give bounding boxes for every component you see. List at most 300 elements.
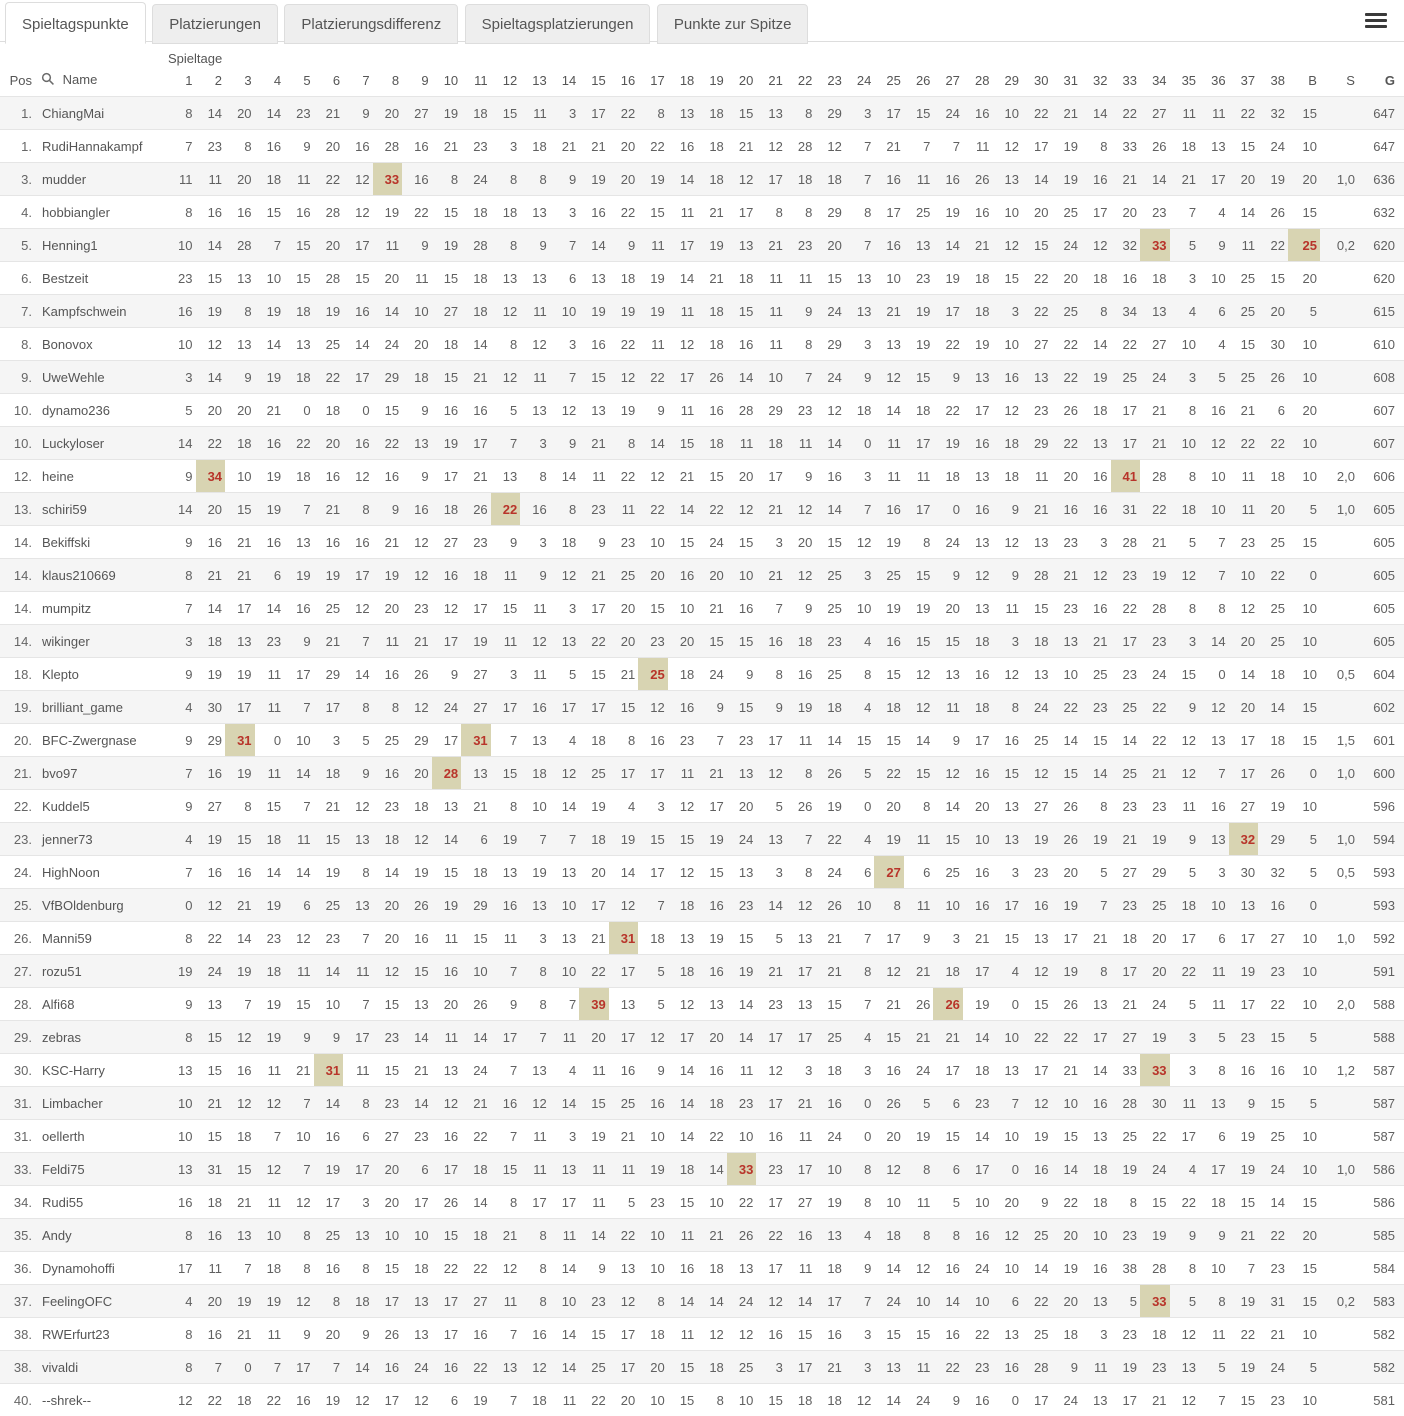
points-cell: 17 bbox=[1229, 922, 1259, 955]
bonus-cell: 15 bbox=[1288, 724, 1320, 757]
points-cell: 18 bbox=[668, 889, 698, 922]
points-cell: 13 bbox=[166, 1153, 196, 1186]
points-cell: 17 bbox=[166, 1252, 196, 1285]
points-cell: 19 bbox=[904, 295, 934, 328]
points-cell: 11 bbox=[786, 1252, 816, 1285]
col-header-matchday-19[interactable]: 19 bbox=[697, 66, 727, 97]
points-cell: 7 bbox=[343, 625, 373, 658]
points-cell: 19 bbox=[638, 1153, 668, 1186]
points-cell: 22 bbox=[196, 1384, 226, 1416]
points-cell: 17 bbox=[756, 1087, 786, 1120]
points-cell: 4 bbox=[845, 625, 875, 658]
points-cell: 7 bbox=[343, 988, 373, 1021]
points-cell: 17 bbox=[550, 1186, 580, 1219]
col-header-matchday-28[interactable]: 28 bbox=[963, 66, 993, 97]
points-cell: 16 bbox=[668, 130, 698, 163]
points-cell: 5 bbox=[1170, 229, 1200, 262]
points-cell: 12 bbox=[1170, 1318, 1200, 1351]
points-cell: 16 bbox=[255, 130, 285, 163]
points-cell: 12 bbox=[756, 757, 786, 790]
points-cell: 11 bbox=[668, 757, 698, 790]
special-cell: 0,5 bbox=[1320, 658, 1358, 691]
special-cell: 0,2 bbox=[1320, 229, 1358, 262]
points-cell: 26 bbox=[402, 889, 432, 922]
points-cell: 26 bbox=[373, 1318, 403, 1351]
points-cell: 34 bbox=[196, 460, 226, 493]
points-cell: 0 bbox=[845, 427, 875, 460]
points-cell: 24 bbox=[815, 1120, 845, 1153]
points-cell: 15 bbox=[579, 1318, 609, 1351]
col-header-matchday-27[interactable]: 27 bbox=[933, 66, 963, 97]
points-cell: 26 bbox=[1051, 823, 1081, 856]
tab-spieltagspunkte[interactable]: Spieltagspunkte bbox=[5, 2, 146, 44]
col-header-matchday-5[interactable]: 5 bbox=[284, 66, 314, 97]
points-cell: 9 bbox=[166, 724, 196, 757]
col-header-matchday-23[interactable]: 23 bbox=[815, 66, 845, 97]
points-cell: 0 bbox=[284, 394, 314, 427]
points-cell: 16 bbox=[1111, 262, 1141, 295]
points-cell: 7 bbox=[1229, 1252, 1259, 1285]
points-cell: 9 bbox=[402, 229, 432, 262]
points-cell: 16 bbox=[963, 856, 993, 889]
points-cell: 10 bbox=[166, 229, 196, 262]
points-cell: 10 bbox=[1199, 889, 1229, 922]
col-header-matchday-18[interactable]: 18 bbox=[668, 66, 698, 97]
points-cell: 17 bbox=[1199, 1153, 1229, 1186]
points-cell: 18 bbox=[963, 262, 993, 295]
col-header-matchday-25[interactable]: 25 bbox=[874, 66, 904, 97]
points-cell: 13 bbox=[343, 823, 373, 856]
points-cell: 8 bbox=[491, 1186, 521, 1219]
points-cell: 3 bbox=[1170, 1054, 1200, 1087]
points-cell: 3 bbox=[845, 1318, 875, 1351]
points-cell: 17 bbox=[786, 1153, 816, 1186]
special-cell: 1,0 bbox=[1320, 163, 1358, 196]
col-header-matchday-33[interactable]: 33 bbox=[1111, 66, 1141, 97]
total-cell: 606 bbox=[1358, 460, 1404, 493]
points-cell: 19 bbox=[314, 1153, 344, 1186]
points-cell: 20 bbox=[1051, 262, 1081, 295]
points-cell: 16 bbox=[520, 691, 550, 724]
points-cell: 8 bbox=[904, 526, 934, 559]
points-cell: 19 bbox=[314, 1384, 344, 1416]
col-header-name[interactable] bbox=[36, 66, 166, 97]
points-cell: 15 bbox=[727, 97, 757, 130]
points-cell: 13 bbox=[520, 1054, 550, 1087]
col-header-matchday-8[interactable]: 8 bbox=[373, 66, 403, 97]
points-cell: 18 bbox=[196, 625, 226, 658]
points-cell: 21 bbox=[1111, 823, 1141, 856]
points-cell: 12 bbox=[166, 1384, 196, 1416]
points-cell: 14 bbox=[343, 658, 373, 691]
points-cell: 8 bbox=[933, 1219, 963, 1252]
points-cell: 26 bbox=[963, 163, 993, 196]
points-cell: 11 bbox=[963, 130, 993, 163]
points-cell: 8 bbox=[1170, 460, 1200, 493]
points-cell: 11 bbox=[1199, 955, 1229, 988]
points-cell: 15 bbox=[255, 790, 285, 823]
points-cell: 21 bbox=[756, 229, 786, 262]
points-cell: 23 bbox=[1111, 559, 1141, 592]
points-cell: 0 bbox=[845, 790, 875, 823]
col-header-bonus[interactable]: B bbox=[1288, 66, 1320, 97]
points-cell: 14 bbox=[196, 361, 226, 394]
points-cell: 11 bbox=[786, 1120, 816, 1153]
col-header-matchday-10[interactable]: 10 bbox=[432, 66, 462, 97]
points-cell: 12 bbox=[638, 1021, 668, 1054]
points-cell: 23 bbox=[815, 625, 845, 658]
points-cell: 14 bbox=[697, 1285, 727, 1318]
points-cell: 7 bbox=[491, 1318, 521, 1351]
special-cell: 0,5 bbox=[1320, 856, 1358, 889]
points-cell: 16 bbox=[697, 955, 727, 988]
points-cell: 8 bbox=[638, 97, 668, 130]
points-cell: 12 bbox=[845, 526, 875, 559]
total-cell: 583 bbox=[1358, 1285, 1404, 1318]
table-row bbox=[0, 922, 1404, 955]
row-position: 27. bbox=[0, 955, 36, 988]
col-header-matchday-32[interactable]: 32 bbox=[1081, 66, 1111, 97]
points-cell: 17 bbox=[491, 691, 521, 724]
points-cell: 31 bbox=[225, 724, 255, 757]
points-cell: 22 bbox=[1051, 691, 1081, 724]
points-cell: 9 bbox=[933, 559, 963, 592]
points-cell: 9 bbox=[1170, 691, 1200, 724]
points-cell: 13 bbox=[1140, 295, 1170, 328]
points-cell: 21 bbox=[225, 1186, 255, 1219]
points-cell: 17 bbox=[402, 1186, 432, 1219]
points-cell: 17 bbox=[1199, 163, 1229, 196]
points-cell: 8 bbox=[1111, 1186, 1141, 1219]
col-header-matchday-36[interactable]: 36 bbox=[1199, 66, 1229, 97]
row-position: 14. bbox=[0, 526, 36, 559]
points-cell: 18 bbox=[402, 1252, 432, 1285]
col-header-matchday-15[interactable]: 15 bbox=[579, 66, 609, 97]
points-cell: 21 bbox=[697, 1219, 727, 1252]
col-header-matchday-6[interactable]: 6 bbox=[314, 66, 344, 97]
tab-platzierungen[interactable]: Platzierungen bbox=[152, 4, 278, 44]
col-header-total[interactable]: G bbox=[1358, 66, 1404, 97]
points-cell: 18 bbox=[1081, 1186, 1111, 1219]
points-cell: 11 bbox=[520, 97, 550, 130]
points-cell: 17 bbox=[992, 889, 1022, 922]
points-cell: 23 bbox=[963, 1351, 993, 1384]
points-cell: 12 bbox=[550, 559, 580, 592]
points-cell: 27 bbox=[1140, 97, 1170, 130]
points-cell: 21 bbox=[1051, 1054, 1081, 1087]
points-cell: 20 bbox=[225, 97, 255, 130]
points-cell: 17 bbox=[933, 295, 963, 328]
col-header-matchday-29[interactable]: 29 bbox=[992, 66, 1022, 97]
points-cell: 20 bbox=[697, 559, 727, 592]
points-cell: 5 bbox=[904, 1087, 934, 1120]
col-header-matchday-37[interactable]: 37 bbox=[1229, 66, 1259, 97]
points-cell: 11 bbox=[491, 922, 521, 955]
col-header-matchday-14[interactable]: 14 bbox=[550, 66, 580, 97]
points-cell: 18 bbox=[343, 1285, 373, 1318]
points-cell: 27 bbox=[874, 856, 904, 889]
points-cell: 8 bbox=[225, 130, 255, 163]
points-cell: 7 bbox=[1199, 559, 1229, 592]
col-header-matchday-30[interactable]: 30 bbox=[1022, 66, 1052, 97]
points-cell: 16 bbox=[432, 955, 462, 988]
points-cell: 12 bbox=[520, 1087, 550, 1120]
points-cell: 10 bbox=[520, 790, 550, 823]
points-cell: 22 bbox=[1229, 97, 1259, 130]
points-cell: 23 bbox=[1022, 394, 1052, 427]
points-cell: 25 bbox=[815, 559, 845, 592]
bonus-cell: 15 bbox=[1288, 196, 1320, 229]
points-cell: 18 bbox=[727, 262, 757, 295]
points-cell: 10 bbox=[1051, 658, 1081, 691]
row-position: 21. bbox=[0, 757, 36, 790]
points-cell: 14 bbox=[284, 856, 314, 889]
points-cell: 26 bbox=[1258, 361, 1288, 394]
bonus-cell: 10 bbox=[1288, 427, 1320, 460]
points-cell: 19 bbox=[1258, 163, 1288, 196]
points-cell: 22 bbox=[638, 361, 668, 394]
points-cell: 11 bbox=[668, 295, 698, 328]
col-header-matchday-26[interactable]: 26 bbox=[904, 66, 934, 97]
points-cell: 6 bbox=[343, 1120, 373, 1153]
points-cell: 4 bbox=[1199, 196, 1229, 229]
points-cell: 7 bbox=[255, 1351, 285, 1384]
col-header-matchday-20[interactable]: 20 bbox=[727, 66, 757, 97]
col-header-special[interactable]: S bbox=[1320, 66, 1358, 97]
points-cell: 6 bbox=[284, 889, 314, 922]
points-cell: 19 bbox=[874, 592, 904, 625]
tab-spieltagsplatzierungen[interactable]: Spieltagsplatzierungen bbox=[465, 4, 651, 44]
points-cell: 8 bbox=[609, 427, 639, 460]
points-cell: 3 bbox=[756, 1351, 786, 1384]
points-cell: 12 bbox=[992, 1219, 1022, 1252]
points-cell: 10 bbox=[638, 526, 668, 559]
points-cell: 14 bbox=[1081, 1054, 1111, 1087]
points-cell: 13 bbox=[992, 1054, 1022, 1087]
points-cell: 11 bbox=[432, 1021, 462, 1054]
points-cell: 16 bbox=[432, 1120, 462, 1153]
points-cell: 18 bbox=[1111, 922, 1141, 955]
points-cell: 27 bbox=[432, 526, 462, 559]
points-cell: 28 bbox=[1111, 526, 1141, 559]
points-cell: 13 bbox=[668, 97, 698, 130]
col-header-matchday-16[interactable]: 16 bbox=[609, 66, 639, 97]
points-cell: 12 bbox=[638, 460, 668, 493]
col-header-matchday-34[interactable]: 34 bbox=[1140, 66, 1170, 97]
col-header-matchday-7[interactable]: 7 bbox=[343, 66, 373, 97]
points-cell: 9 bbox=[933, 724, 963, 757]
points-cell: 4 bbox=[1199, 328, 1229, 361]
points-cell: 25 bbox=[904, 196, 934, 229]
search-icon[interactable] bbox=[41, 72, 55, 89]
points-cell: 8 bbox=[343, 691, 373, 724]
points-cell: 17 bbox=[904, 427, 934, 460]
player-name: hobbiangler bbox=[36, 196, 166, 229]
points-cell: 0 bbox=[225, 1351, 255, 1384]
points-cell: 18 bbox=[402, 790, 432, 823]
points-cell: 5 bbox=[166, 394, 196, 427]
points-cell: 18 bbox=[668, 1153, 698, 1186]
col-header-matchday-13[interactable]: 13 bbox=[520, 66, 550, 97]
points-cell: 0 bbox=[845, 1120, 875, 1153]
points-cell: 3 bbox=[166, 625, 196, 658]
col-header-pos[interactable]: Pos bbox=[0, 66, 36, 97]
points-cell: 11 bbox=[520, 658, 550, 691]
points-cell: 15 bbox=[609, 691, 639, 724]
points-cell: 4 bbox=[845, 691, 875, 724]
col-header-matchday-35[interactable]: 35 bbox=[1170, 66, 1200, 97]
points-cell: 10 bbox=[255, 262, 285, 295]
table-row bbox=[0, 823, 1404, 856]
col-header-matchday-22[interactable]: 22 bbox=[786, 66, 816, 97]
points-cell: 33 bbox=[727, 1153, 757, 1186]
col-header-matchday-21[interactable]: 21 bbox=[756, 66, 786, 97]
table-row bbox=[0, 856, 1404, 889]
col-header-matchday-2[interactable]: 2 bbox=[196, 66, 226, 97]
row-position: 22. bbox=[0, 790, 36, 823]
points-cell: 10 bbox=[550, 1285, 580, 1318]
points-cell: 8 bbox=[373, 691, 403, 724]
points-cell: 8 bbox=[786, 97, 816, 130]
points-cell: 15 bbox=[491, 592, 521, 625]
points-cell: 14 bbox=[727, 1021, 757, 1054]
points-cell: 15 bbox=[668, 1384, 698, 1416]
points-cell: 22 bbox=[284, 427, 314, 460]
player-name: Rudi55 bbox=[36, 1186, 166, 1219]
points-cell: 12 bbox=[668, 790, 698, 823]
table-row bbox=[0, 1318, 1404, 1351]
points-cell: 21 bbox=[1170, 163, 1200, 196]
tab-platzierungsdifferenz[interactable]: Platzierungsdifferenz bbox=[284, 4, 458, 44]
points-cell: 19 bbox=[373, 559, 403, 592]
points-cell: 23 bbox=[963, 1087, 993, 1120]
points-cell: 15 bbox=[1140, 1186, 1170, 1219]
col-header-matchday-4[interactable]: 4 bbox=[255, 66, 285, 97]
points-cell: 14 bbox=[668, 493, 698, 526]
total-cell: 601 bbox=[1358, 724, 1404, 757]
points-cell: 13 bbox=[963, 460, 993, 493]
points-cell: 4 bbox=[1170, 295, 1200, 328]
total-cell: 632 bbox=[1358, 196, 1404, 229]
points-cell: 9 bbox=[550, 427, 580, 460]
col-header-matchday-17[interactable]: 17 bbox=[638, 66, 668, 97]
points-cell: 17 bbox=[727, 196, 757, 229]
points-cell: 14 bbox=[461, 328, 491, 361]
bonus-cell: 10 bbox=[1288, 1318, 1320, 1351]
col-header-matchday-31[interactable]: 31 bbox=[1051, 66, 1081, 97]
points-cell: 15 bbox=[874, 658, 904, 691]
points-cell: 12 bbox=[727, 163, 757, 196]
points-cell: 17 bbox=[225, 691, 255, 724]
special-cell bbox=[1320, 295, 1358, 328]
player-name: mumpitz bbox=[36, 592, 166, 625]
bonus-cell: 10 bbox=[1288, 328, 1320, 361]
points-cell: 4 bbox=[609, 790, 639, 823]
points-cell: 3 bbox=[845, 328, 875, 361]
points-cell: 17 bbox=[697, 790, 727, 823]
points-cell: 10 bbox=[284, 1120, 314, 1153]
total-cell: 600 bbox=[1358, 757, 1404, 790]
points-cell: 13 bbox=[343, 889, 373, 922]
points-cell: 3 bbox=[1199, 856, 1229, 889]
points-cell: 10 bbox=[1081, 1219, 1111, 1252]
points-cell: 16 bbox=[520, 1318, 550, 1351]
points-cell: 16 bbox=[874, 1054, 904, 1087]
points-cell: 31 bbox=[314, 1054, 344, 1087]
points-cell: 20 bbox=[1051, 1285, 1081, 1318]
points-cell: 18 bbox=[815, 1384, 845, 1416]
points-cell: 18 bbox=[255, 163, 285, 196]
col-header-matchday-38[interactable]: 38 bbox=[1258, 66, 1288, 97]
points-cell: 19 bbox=[904, 1120, 934, 1153]
tab-punkte-zur-spitze[interactable]: Punkte zur Spitze bbox=[657, 4, 809, 44]
hamburger-menu-icon[interactable] bbox=[1365, 13, 1387, 28]
row-position: 31. bbox=[0, 1087, 36, 1120]
col-header-matchday-1[interactable]: 1 bbox=[166, 66, 196, 97]
points-cell: 25 bbox=[1258, 526, 1288, 559]
points-cell: 12 bbox=[284, 1186, 314, 1219]
points-cell: 21 bbox=[579, 130, 609, 163]
points-cell: 13 bbox=[491, 262, 521, 295]
points-cell: 10 bbox=[963, 1285, 993, 1318]
points-cell: 18 bbox=[579, 823, 609, 856]
points-cell: 12 bbox=[786, 889, 816, 922]
points-cell: 14 bbox=[874, 1252, 904, 1285]
col-header-matchday-11[interactable]: 11 bbox=[461, 66, 491, 97]
table-row bbox=[0, 1252, 1404, 1285]
points-cell: 12 bbox=[815, 130, 845, 163]
points-cell: 15 bbox=[491, 757, 521, 790]
points-cell: 13 bbox=[520, 889, 550, 922]
special-cell: 1,0 bbox=[1320, 1153, 1358, 1186]
points-cell: 14 bbox=[402, 1087, 432, 1120]
col-header-matchday-12[interactable]: 12 bbox=[491, 66, 521, 97]
col-header-matchday-9[interactable]: 9 bbox=[402, 66, 432, 97]
points-cell: 12 bbox=[225, 1021, 255, 1054]
points-cell: 13 bbox=[1199, 130, 1229, 163]
points-cell: 5 bbox=[1199, 1351, 1229, 1384]
points-cell: 16 bbox=[461, 394, 491, 427]
points-cell: 9 bbox=[638, 1054, 668, 1087]
points-cell: 25 bbox=[638, 658, 668, 691]
points-cell: 18 bbox=[992, 427, 1022, 460]
points-cell: 23 bbox=[402, 1120, 432, 1153]
col-header-matchday-3[interactable]: 3 bbox=[225, 66, 255, 97]
points-cell: 10 bbox=[1051, 1087, 1081, 1120]
points-cell: 14 bbox=[697, 1153, 727, 1186]
points-cell: 6 bbox=[461, 823, 491, 856]
points-cell: 18 bbox=[815, 691, 845, 724]
points-cell: 14 bbox=[343, 328, 373, 361]
points-cell: 19 bbox=[255, 361, 285, 394]
player-name: heine bbox=[36, 460, 166, 493]
points-cell: 21 bbox=[550, 130, 580, 163]
points-cell: 21 bbox=[225, 1318, 255, 1351]
col-header-matchday-24[interactable]: 24 bbox=[845, 66, 875, 97]
points-cell: 11 bbox=[1199, 988, 1229, 1021]
points-cell: 5 bbox=[1111, 1285, 1141, 1318]
points-cell: 16 bbox=[166, 295, 196, 328]
points-cell: 5 bbox=[1199, 361, 1229, 394]
points-cell: 3 bbox=[491, 130, 521, 163]
total-cell: 587 bbox=[1358, 1054, 1404, 1087]
points-cell: 3 bbox=[1081, 1318, 1111, 1351]
points-cell: 16 bbox=[166, 1186, 196, 1219]
points-cell: 21 bbox=[697, 196, 727, 229]
points-cell: 11 bbox=[284, 163, 314, 196]
points-cell: 10 bbox=[874, 1186, 904, 1219]
points-cell: 18 bbox=[697, 1252, 727, 1285]
